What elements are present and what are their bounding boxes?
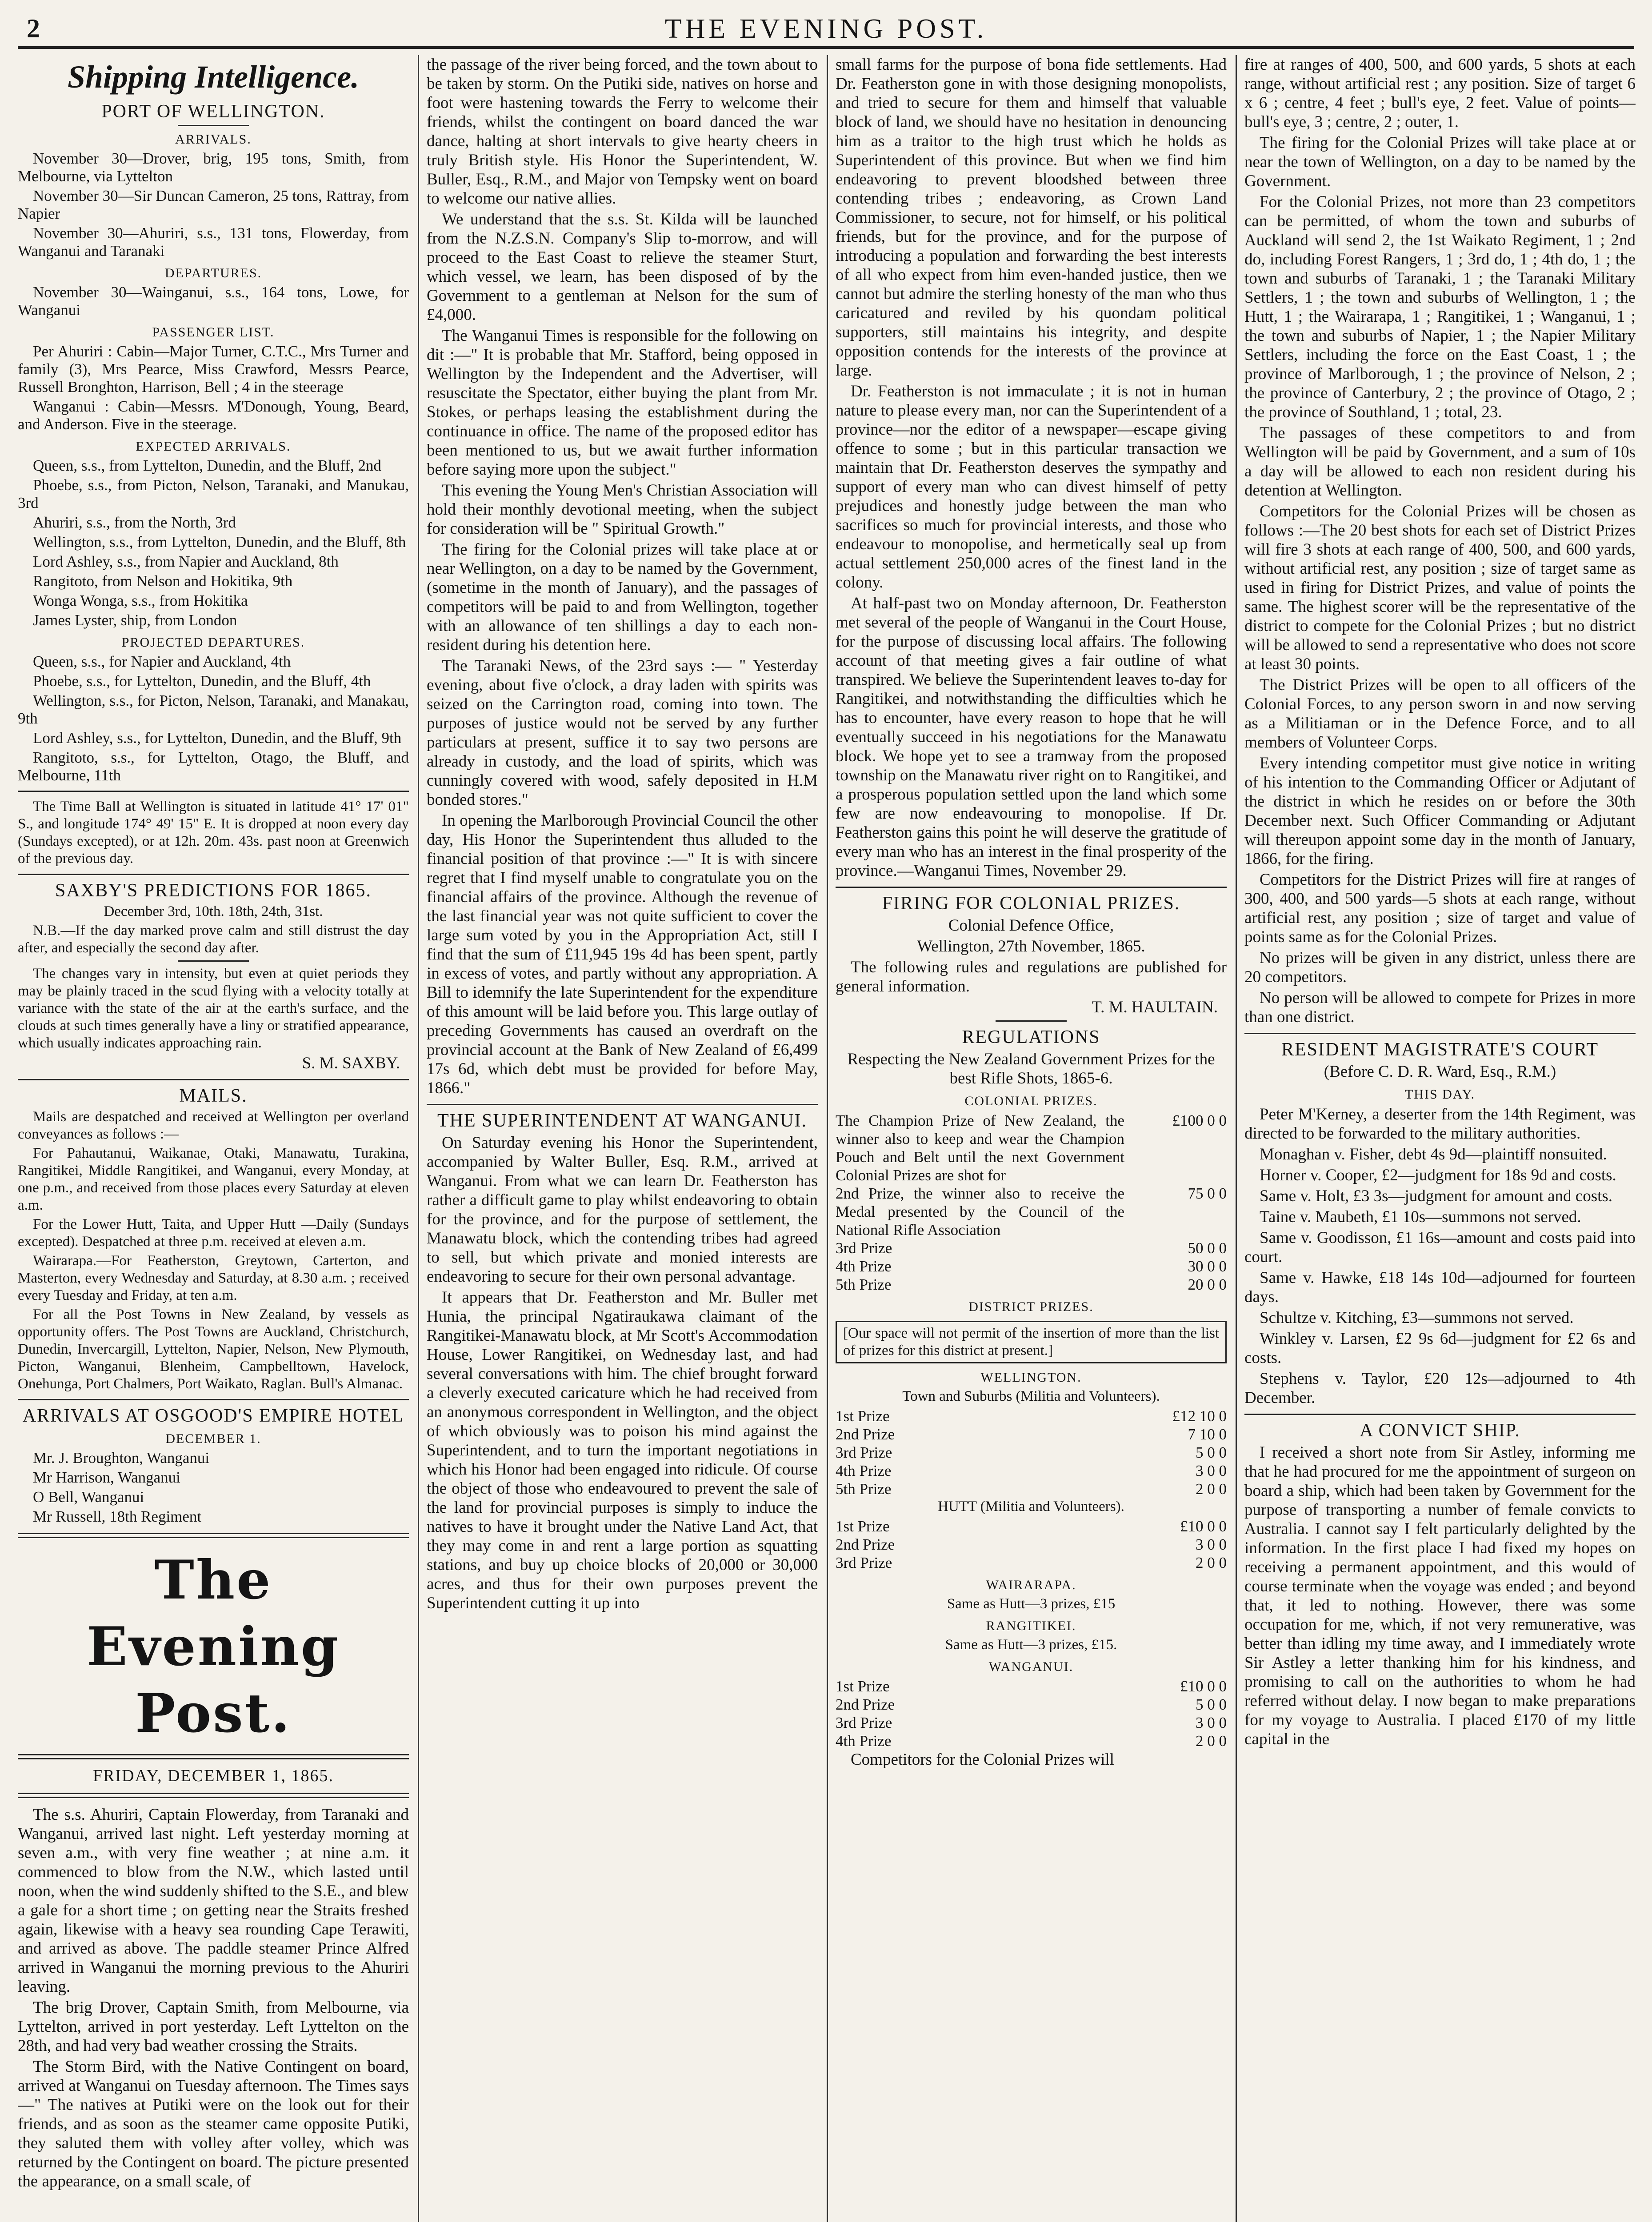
column-divider (827, 55, 828, 2222)
prize-name: 5th Prize (836, 1276, 892, 1293)
paper-title: The Evening Post. (87, 1549, 340, 1745)
prize-name: 2nd Prize (836, 1696, 895, 1713)
list-item: November 30—Drover, brig, 195 tons, Smith, from Melbourne, via Lyttelton (18, 150, 409, 185)
list-item: Schultze v. Kitching, £3—summons not served. (1260, 1309, 1574, 1327)
dateline: FRIDAY, DECEMBER 1, 1865. (93, 1766, 334, 1785)
column-divider (1236, 55, 1237, 2222)
article-paragraph: small farms for the purpose of bona fide settlements. Had Dr. Featherston gone in with those designing monopolists, and tried to secure for them and himself that valuable block of land, we should have no hesitation in denouncing him as a traitor to the high trust which he holds as Superintendent of this province. But when we find him endeavoring to prevent bloodshed between three contending tribes ; endeavoring, as Crown Land Commissioner, to secure, not for himself, or his political friends, but for the province, and for the purpose of introducing a population and forwarding the best interests of all who expect from him even-handed justice, then we cannot but admire the sterling honesty of the man who thus caricatured and reviled by his quondam political supporters, still maintains his integrity, and despite opposition contends for the interests of the province at large. (836, 56, 1227, 380)
prize-amount: 3 0 0 (1196, 1536, 1227, 1553)
prize-amount: 3 0 0 (1196, 1714, 1227, 1731)
list-item: Ahuriri, s.s., from the North, 3rd (33, 514, 236, 531)
rangitikei-label: RANGITIKEI. (986, 1619, 1076, 1633)
arrivals-list (18, 150, 409, 260)
saxby-dates: December 3rd, 10th. 18th, 24th, 31st. (104, 903, 323, 919)
article-paragraph: Competitors for the Colonial Prizes will (851, 1750, 1114, 1769)
court-heading: RESIDENT MAGISTRATE'S COURT (1281, 1039, 1599, 1060)
list-item: Lord Ashley, s.s., from Napier and Auckland, 8th (33, 553, 339, 570)
prize-row (836, 1257, 1227, 1275)
prize-row (836, 1732, 1227, 1750)
list-item: Stephens v. Taylor, £20 12s—adjourned to 4th December. (1244, 1370, 1636, 1407)
expected-list (18, 457, 409, 629)
firing-office: Colonial Defence Office, (948, 916, 1114, 935)
prize-name: 3rd Prize (836, 1444, 892, 1461)
article-paragraph: the passage of the river being forced, and the town about to be taken by storm. On the Putiki side, natives on horse and foot were hastening towards the Ferry to welcome their friends, whilst the contingent on board danced the war dance, halting at short intervals to give hearty cheers in truly British style. His Honor the Superintendent, W. Buller, Esq., R.M., and Major von Tempsky went on board to welcome our native allies. (427, 56, 818, 208)
prize-row (836, 1462, 1227, 1480)
wanganui-prize-list (836, 1677, 1227, 1750)
article-paragraph: For the Colonial Prizes, not more than 23 competitors can be permitted, of whom the town and suburbs of Auckland will send 2, the 1st Waikato Regiment, 1 ; 2nd do, including Forest Rangers, 1 ; 3rd do, 1 ; 4th do, 1 ; the town and suburbs of Taranaki, 1 ; the Taranaki Military Settlers, 1 ; the town and suburbs of Wellington, 1 ; the Hutt, 1 ; the Wairarapa, 1 ; Rangitikei, 1 ; Wanganui, 1 ; the town and suburbs of Napier, 1 ; the Napier Military Settlers, including the force on the East Coast, 1 ; the province of Marlborough, 1 ; the province of Nelson, 2 ; the province of Canterbury, 2 ; the province of Otago, 2 ; the province of Southland, 1 ; total, 23. (1244, 193, 1636, 421)
article-paragraph: On Saturday evening his Honor the Superintendent, accompanied by Walter Buller, Esq. R.M., arrived at Wanganui. From what we can learn Dr. Featherston has rather a difficult game to play whilst endeavoring to obtain for the province, and for the purpose of settlement, the Manawatu block, which the contending tribes had agreed to sell, but which private and monied interests are endeavoring to secure for their own personal advantage. (427, 1134, 818, 1286)
list-item: Wonga Wonga, s.s., from Hokitika (33, 592, 248, 609)
town-prize-list (836, 1407, 1227, 1498)
prize-amount: 2 0 0 (1196, 1732, 1227, 1750)
firing-intro: The following rules and regulations are published for general information. (836, 958, 1227, 995)
article-paragraph: The passages of these competitors to and from Wellington will be paid by Government, and a sum of 10s a day will be allowed to each non resident during his detention at Wellington. (1244, 424, 1636, 500)
article-paragraph: The s.s. Ahuriri, Captain Flowerday, from Taranaki and Wanganui, arrived last night. Left yesterday morning at seven a.m., with very fine weather ; at nine a.m. it commenced to blow from the N.W., which lasted until noon, when the wind suddenly shifted to the S.E., and blew a gale for a short time ; on getting near the Straits freshed again, likewise with a heavy sea rounding Cape Terawiti, and arrived as above. The paddle steamer Prince Alfred arrived in Wanganui the morning previous to the Ahuriri leaving. (18, 1806, 409, 1996)
prize-name: 1st Prize (836, 1407, 890, 1425)
expected-label: EXPECTED ARRIVALS. (136, 439, 291, 454)
article-paragraph: This evening the Young Men's Christian Association will hold their monthly devotional meeting, when the subject for consideration will be " Spiritual Growth." (427, 481, 818, 538)
prize-name: 4th Prize (836, 1462, 892, 1479)
divider (18, 1079, 409, 1080)
article-paragraph: It appears that Dr. Featherston and Mr. Buller met Hunia, the principal Ngatiraukawa claimant of the Rangitikei-Manawatu block, at Mr Scott's Accommodation House, Lower Rangitikei, on Wednesday last, and had several conversations with him. The chief brought forward a cleverly executed caricature which he had received from an anonymous correspondent in Wellington, and the object of which obviously was to poison his mind against the Superintendent, and to turn the important negotiations in which his Honor had been engaged into ridicule. Of course the object of those who endeavoured to prevent the sale of the land for provincial purposes is simply to induce the natives to have it brought under the Native Land Act, that they may come in and rent a large portion as squatting stations, and buy up choice blocks of 20,000 or 30,000 acres, and thus for their own purposes prevent the Superintendent cutting it up into (427, 1288, 818, 1612)
top-rule (18, 46, 1634, 49)
divider (836, 887, 1227, 888)
saxby-heading: SAXBY'S PREDICTIONS FOR 1865. (55, 880, 372, 901)
column-divider (418, 55, 419, 2222)
hutt-label: HUTT (Militia and Volunteers). (938, 1499, 1124, 1515)
saxby-nb: N.B.—If the day marked prove calm and still distrust the day after, and especially the second day after. (18, 923, 409, 956)
departures-label: DEPARTURES. (164, 266, 262, 280)
regulations-sub: Respecting the New Zealand Government Prizes for the best Rifle Shots, 1865-6. (847, 1050, 1215, 1087)
article-paragraph: Every intending competitor must give notice in writing of his intention to the Commanding Officer or Adjutant of the district in which he resides on or before the 30th December next. Such Officer Commanding or Adjutant will thereupon appoint some day in the month of January, 1866, for the firing. (1244, 754, 1636, 868)
projected-label: PROJECTED DEPARTURES. (121, 635, 305, 650)
wairarapa-note: Same as Hutt—3 prizes, £15 (947, 1596, 1116, 1612)
court-day: THIS DAY. (1404, 1087, 1476, 1102)
divider (1244, 1033, 1636, 1034)
list-item: Winkley v. Larsen, £2 9s 6d—judgment for £2 6s and costs. (1244, 1330, 1636, 1367)
list-item: Per Ahuriri : Cabin—Major Turner, C.T.C., Mrs Turner and family (3), Mrs Pearce, Miss Crawford, Messrs Pearce, Russell Bronghton, Harrison, Bell ; 4 in the steerage (18, 343, 409, 396)
court-list (1244, 1105, 1636, 1407)
list-item: For Pahautanui, Waikanae, Otaki, Manawatu, Turakina, Rangitikei, Middle Rangitikei, and Wanganui, every Monday, at one p.m., and received from those places every Saturday at eleven a.m. (18, 1145, 409, 1213)
divider (18, 1754, 409, 1759)
prize-amount: 2 0 0 (1196, 1554, 1227, 1571)
prize-amount: 5 0 0 (1196, 1696, 1227, 1713)
divider (18, 874, 409, 875)
hutt-prize-list (836, 1517, 1227, 1572)
shipping-heading: Shipping Intelligence. (67, 59, 360, 95)
port-heading: PORT OF WELLINGTON. (101, 101, 325, 122)
divider (1244, 1414, 1636, 1415)
list-item: Mr Harrison, Wanganui (33, 1469, 180, 1486)
divider (996, 1020, 1067, 1022)
prize-row (836, 1535, 1227, 1554)
saxby-body: The changes vary in intensity, but even at quiet periods they may be plainly traced in the scud flying with a velocity totally at variance with the state of the air at the earth's surface, and the clouds at such times generally have a liny or stratified appearance, which usually indicates approaching rain. (18, 966, 409, 1051)
column-3 (836, 55, 1227, 2222)
list-item: Queen, s.s., from Lyttelton, Dunedin, and the Bluff, 2nd (33, 457, 381, 474)
article-paragraph: Competitors for the District Prizes will fire at ranges of 300, 400, and 500 yards—5 shots at each range, without artificial rest, any position ; size of target and value of points same as for the Colonial Prizes. (1244, 871, 1636, 946)
wanganui-label: WANGANUI. (988, 1659, 1074, 1674)
prize-amount: 2 0 0 (1196, 1480, 1227, 1498)
prize-row (836, 1695, 1227, 1714)
divider (18, 1533, 409, 1538)
prize-amount: 7 10 0 (1188, 1426, 1227, 1443)
running-title: THE EVENING POST. (664, 14, 988, 44)
list-item: Lord Ashley, s.s., for Lyttelton, Dunedin, and the Bluff, 9th (33, 729, 402, 747)
wairarapa-label: WAIRARAPA. (986, 1578, 1076, 1592)
firing-place-date: Wellington, 27th November, 1865. (917, 937, 1145, 955)
prize-name: 5th Prize (836, 1480, 892, 1498)
divider (178, 960, 249, 962)
article-paragraph: We understand that the s.s. St. Kilda will be launched from the N.Z.S.N. Company's Slip to-morrow, and will proceed to the East Coast to relieve the steamer Sturt, which vessel, we learn, has been disposed of by the Government to a gentleman at Nelson for the sum of £4,000. (427, 210, 818, 324)
prize-name: 1st Prize (836, 1678, 890, 1695)
article-paragraph: In opening the Marlborough Provincial Council the other day, His Honor the Superintendent thus alluded to the financial position of that province :—" It is with sincere regret that I find myself unable to congratulate you on the financial affairs of the province. Although the revenue of the last financial year was not quite sufficient to cover the large sum voted by you in the Appropriation Act, still I find that the sum of £11,945 19s 4d has been spent, partly in excess of votes, and partly without any appropriation. A Bill to idemnify the late Superintendent for the expenditure of this amount will be laid before you. This large outlay of preceding Governments has caused an overdraft on the provincial account at the Bank of New Zealand of £6,499 17s 6d, which debt must be provided for before May, 1866." (427, 811, 818, 1097)
divider (427, 1104, 818, 1105)
arrivals-label: ARRIVALS. (175, 132, 252, 147)
passenger-label: PASSENGER LIST. (152, 325, 275, 340)
superintendent-heading: THE SUPERINTENDENT AT WANGANUI. (437, 1111, 807, 1131)
list-item: James Lyster, ship, from London (33, 611, 237, 629)
firing-signature: T. M. HAULTAIN. (1092, 998, 1218, 1016)
list-item: November 30—Sir Duncan Cameron, 25 tons, Rattray, from Napier (18, 187, 409, 222)
prize-amount: 50 0 0 (1188, 1239, 1227, 1257)
prize-amount: 30 0 0 (1188, 1258, 1227, 1275)
article-paragraph: The Taranaki News, of the 23rd says :— " Yesterday evening, about five o'clock, a dray laden with spirits was seized on the Carrington road, coming into town. The purposes of justice would not be served by any further particulars at present, suffice it to say two persons are already in custody, and the load of spirits, which was cunningly covered with wood, safely deposited in H.M bonded stores." (427, 657, 818, 809)
prize-row (836, 1111, 1227, 1184)
list-item: Taine v. Maubeth, £1 10s—summons not served. (1260, 1208, 1581, 1226)
colonial-prize-list (836, 1239, 1227, 1294)
prize-name: 2nd Prize (836, 1426, 895, 1443)
time-ball-notice: The Time Ball at Wellington is situated in latitude 41° 17' 01" S., and longitude 174° 49' 15" E. It is dropped at noon every day (Sundays excepted), or at 12h. 20m. 43s. past noon at Greenwich of the previous day. (18, 799, 409, 867)
article-paragraph: At half-past two on Monday afternoon, Dr. Featherston met several of the people of Wanganui in the Court House, for the purpose of discussing local affairs. The following account of that meeting gives a fair outline of what transpired. We believe the Superintendent leaves to-day for Rangitikei, and notwithstanding the difficulties which he has to encounter, have every reason to hope that he will eventually succeed in his negotiations for the Manawatu block. We hope yet to see a tramway from the proposed township on the Manawatu river right on to Rangitikei, and a prosperous population settled upon the land which some few are now endeavouring to monopolise. If Dr. Featherston gains this point he will deserve the gratitude of every man who has an interest in the final prosperity of the province.—Wanganui Times, November 29. (836, 594, 1227, 880)
list-item: Monaghan v. Fisher, debt 4s 9d—plaintiff nonsuited. (1260, 1145, 1607, 1163)
article-paragraph: The Wanganui Times is responsible for the following on dit :—" It is probable that Mr. Stafford, being opposed in Wellington by the Independent and the Advertiser, will resuscitate the Spectator, either buying the plant from Mr. Stokes, or perhaps leasing the establishment during the continuance in office. The name of the proposed editor has been mentioned to us, but we await further information before saying more upon the subject." (427, 327, 818, 479)
prize-name: 1st Prize (836, 1518, 890, 1535)
article-paragraph: Competitors for the Colonial Prizes will be chosen as follows :—The 20 best shots for each set of District Prizes will fire 3 shots at each range of 400, 500, and 600 yards, without artificial rest, any position ; size of target same as used in firing for District Prizes, and value of points the same. The highest scorer will be the representative of the district to compete for the Colonial Prizes ; but no district will be allowed to send a representative who does not score at least 30 points. (1244, 502, 1636, 673)
article-paragraph: No prizes will be given in any district, unless there are 20 competitors. (1244, 949, 1636, 986)
column-2 (427, 55, 818, 2222)
list-item: Phoebe, s.s., for Lyttelton, Dunedin, and the Bluff, 4th (33, 672, 371, 690)
prize-name: 4th Prize (836, 1732, 892, 1750)
district-note: [Our space will not permit of the insertion of more than the list of prizes for this district at present.] (836, 1321, 1227, 1363)
list-item: Horner v. Cooper, £2—judgment for 18s 9d and costs. (1260, 1166, 1616, 1184)
prize-amount: 3 0 0 (1196, 1462, 1227, 1479)
regulations-heading: REGULATIONS (962, 1027, 1100, 1047)
prize-amount: 5 0 0 (1196, 1444, 1227, 1461)
saxby-signature: S. M. SAXBY. (302, 1054, 400, 1072)
prize-name: 4th Prize (836, 1258, 892, 1275)
convict-heading: A CONVICT SHIP. (1360, 1420, 1520, 1441)
prize-amount: £100 0 0 (1172, 1112, 1227, 1129)
wellington-label: WELLINGTON. (980, 1370, 1082, 1385)
mails-heading: MAILS. (179, 1086, 248, 1106)
masthead (18, 10, 1634, 45)
article-paragraph: Dr. Featherston is not immaculate ; it is not in human nature to please every man, nor can the Superintendent of a province—nor the editor of a newspaper—escape giving offence to some ; but in this particular transaction we maintain that Dr. Featherston deserves the sympathy and support of every man who can divest himself of petty prejudices and honestly judge between the man who sacrifices so much for provincial interests, and those who endeavour to monopolise, and hermetically seal up from actual settlement 250,000 acres of the finest land in the colony. (836, 382, 1227, 591)
page-number: 2 (27, 14, 40, 43)
article-paragraph: No person will be allowed to compete for Prizes in more than one district. (1244, 989, 1636, 1026)
osgood-heading: ARRIVALS AT OSGOOD'S EMPIRE HOTEL (22, 1406, 404, 1426)
prize-row (836, 1425, 1227, 1443)
prize-row (836, 1714, 1227, 1732)
list-item: Wellington, s.s., for Picton, Nelson, Taranaki, and Manakau, 9th (18, 692, 409, 727)
prize-name: 3rd Prize (836, 1239, 892, 1257)
list-item: For all the Post Towns in New Zealand, by vessels as opportunity offers. The Post Towns are Auckland, Christchurch, Dunedin, Invercargill, Lyttelton, Napier, Nelson, New Plymouth, Picton, Wanganui, Blenheim, Campbelltown, Havelock, Onehunga, Port Chalmers, Port Waikato, Raglan. Bull's Almanac. (18, 1307, 409, 1392)
prize-row (836, 1554, 1227, 1572)
list-item: For the Lower Hutt, Taita, and Upper Hutt —Daily (Sundays excepted). Despatched at three p.m. received at eleven a.m. (18, 1216, 409, 1250)
osgood-list (18, 1449, 409, 1526)
article-paragraph: The brig Drover, Captain Smith, from Melbourne, via Lyttelton, arrived in port yesterday. Left Lyttelton on the 28th, and had very bad weather crossing the Straits. (18, 1998, 409, 2055)
prize-amount: £10 0 0 (1180, 1518, 1227, 1535)
colonial-prizes-label: COLONIAL PRIZES. (964, 1094, 1098, 1108)
list-item: Mr Russell, 18th Regiment (33, 1508, 202, 1525)
rangitikei-note: Same as Hutt—3 prizes, £15. (945, 1637, 1117, 1653)
article-paragraph: fire at ranges of 400, 500, and 600 yards, 5 shots at each range, without artificial rest ; any position. Size of target 6 x 6 ; centre, 4 feet ; bull's eye, 2 feet. Value of points— bull's eye, 3 ; centre, 2 ; outer, 1. (1244, 56, 1636, 131)
column-4 (1244, 55, 1636, 2222)
list-item: Wellington, s.s., from Lyttelton, Dunedin, and the Bluff, 8th (33, 533, 406, 551)
firing-heading: FIRING FOR COLONIAL PRIZES. (882, 893, 1180, 914)
list-item: Mr. J. Broughton, Wanganui (33, 1449, 210, 1467)
list-item: Same v. Hawke, £18 14s 10d—adjourned for fourteen days. (1244, 1269, 1636, 1306)
prize-row (836, 1677, 1227, 1695)
projected-list (18, 653, 409, 784)
divider (18, 791, 409, 792)
divider (178, 125, 249, 126)
article-paragraph: I received a short note from Sir Astley, informing me that he had procured for me the appointment of surgeon on board a ship, which had been taken by Government for the purpose of transporting a number of female convicts to Australia. I cannot say I felt particularly delighted by the information. In the first place I had fixed my hopes on receiving a permanent appointment, and this would of course terminate when the voyage was ended ; and beyond that, it led to nothing. However, there was some occupation for me, which, if not very remunerative, was better than idling my time away, and I immediately wrote Sir Astley a letter thanking him for his kindness, and promising to call on the authorities to whom he had referred without delay. I now began to make preparations for my voyage to Australia. I placed £170 of my little capital in the (1244, 1443, 1636, 1748)
prize-name: 3rd Prize (836, 1714, 892, 1731)
list-item: Phoebe, s.s., from Picton, Nelson, Taranaki, and Manukau, 3rd (18, 476, 409, 512)
list-item: November 30—Ahuriri, s.s., 131 tons, Flowerday, from Wanganui and Taranaki (18, 224, 409, 260)
list-item: Wairarapa.—For Featherston, Greytown, Carterton, and Masterton, every Wednesday and Saturday, at 8.30 a.m. ; received every Tuesday and Friday, at ten a.m. (18, 1253, 409, 1303)
prize-row (836, 1407, 1227, 1425)
prize-amount: £10 0 0 (1180, 1678, 1227, 1695)
district-prizes-label: DISTRICT PRIZES. (968, 1299, 1094, 1314)
article-paragraph: The firing for the Colonial Prizes will take place at or near the town of Wellington, on a day to be named by the Government. (1244, 134, 1636, 190)
list-item: Wanganui : Cabin—Messrs. M'Donough, Young, Beard, and Anderson. Five in the steerage. (18, 398, 409, 433)
list-item: November 30—Wainganui, s.s., 164 tons, Lowe, for Wanganui (18, 284, 409, 319)
town-label: Town and Suburbs (Militia and Volunteers). (902, 1388, 1160, 1404)
prize-name: 2nd Prize, the winner also to receive the Medal presented by the Council of the National Rifle Association (836, 1185, 1124, 1239)
article-paragraph: The firing for the Colonial prizes will take place at or near Wellington, on a day to be named by the Government, (sometime in the month of January), and the passages of competitors will be paid to and from Wellington, together with an allowance of ten shillings a day to each non-resident during his detention here. (427, 540, 818, 654)
prize-amount: £12 10 0 (1172, 1407, 1227, 1425)
list-item: Rangitoto, s.s., for Lyttelton, Otago, the Bluff, and Melbourne, 11th (18, 749, 409, 784)
prize-name: 2nd Prize (836, 1536, 895, 1553)
mails-list (18, 1108, 409, 1393)
article-paragraph: The District Prizes will be open to all officers of the Colonial Forces, to any person sworn in and now serving as a Militiaman or in the Defence Force, and to all members of Volunteer Corps. (1244, 676, 1636, 751)
prize-name: 3rd Prize (836, 1554, 892, 1571)
prize-row (836, 1184, 1227, 1239)
list-item: Same v. Goodisson, £1 16s—amount and costs paid into court. (1244, 1229, 1636, 1266)
prize-row (836, 1517, 1227, 1535)
list-item: Rangitoto, from Nelson and Hokitika, 9th (33, 572, 293, 590)
list-item: O Bell, Wanganui (33, 1488, 144, 1506)
article-paragraph: The Storm Bird, with the Native Contingent on board, arrived at Wanganui on Tuesday afternoon. The Times says—" The natives at Putiki were on the look out for their friends, and as soon as the steamer came opposite Putiki, they saluted them with volley after volley, which was returned by the Contingent on board. The picture presented the appearance, on a small scale, of (18, 2058, 409, 2190)
list-item: Mails are despatched and received at Wellington per overland conveyances as follows :— (18, 1109, 409, 1142)
prize-amount: 20 0 0 (1188, 1276, 1227, 1293)
list-item: Same v. Holt, £3 3s—judgment for amount and costs. (1260, 1187, 1613, 1205)
osgood-date: DECEMBER 1. (165, 1431, 261, 1446)
divider (18, 1399, 409, 1400)
prize-row (836, 1480, 1227, 1498)
list-item: Peter M'Kerney, a deserter from the 14th Regiment, was directed to be forwarded to the military authorities. (1244, 1105, 1636, 1143)
prize-row (836, 1239, 1227, 1257)
list-item: Queen, s.s., for Napier and Auckland, 4th (33, 653, 291, 670)
divider (18, 1793, 409, 1798)
court-sub: (Before C. D. R. Ward, Esq., R.M.) (1324, 1063, 1556, 1081)
prize-row (836, 1275, 1227, 1294)
prize-row (836, 1443, 1227, 1462)
prize-amount: 75 0 0 (1188, 1185, 1227, 1202)
prize-name: The Champion Prize of New Zealand, the winner also to keep and wear the Champion Pouch and Belt until the next Government Colonial Prizes are shot for (836, 1112, 1124, 1184)
column-1 (18, 55, 409, 2222)
